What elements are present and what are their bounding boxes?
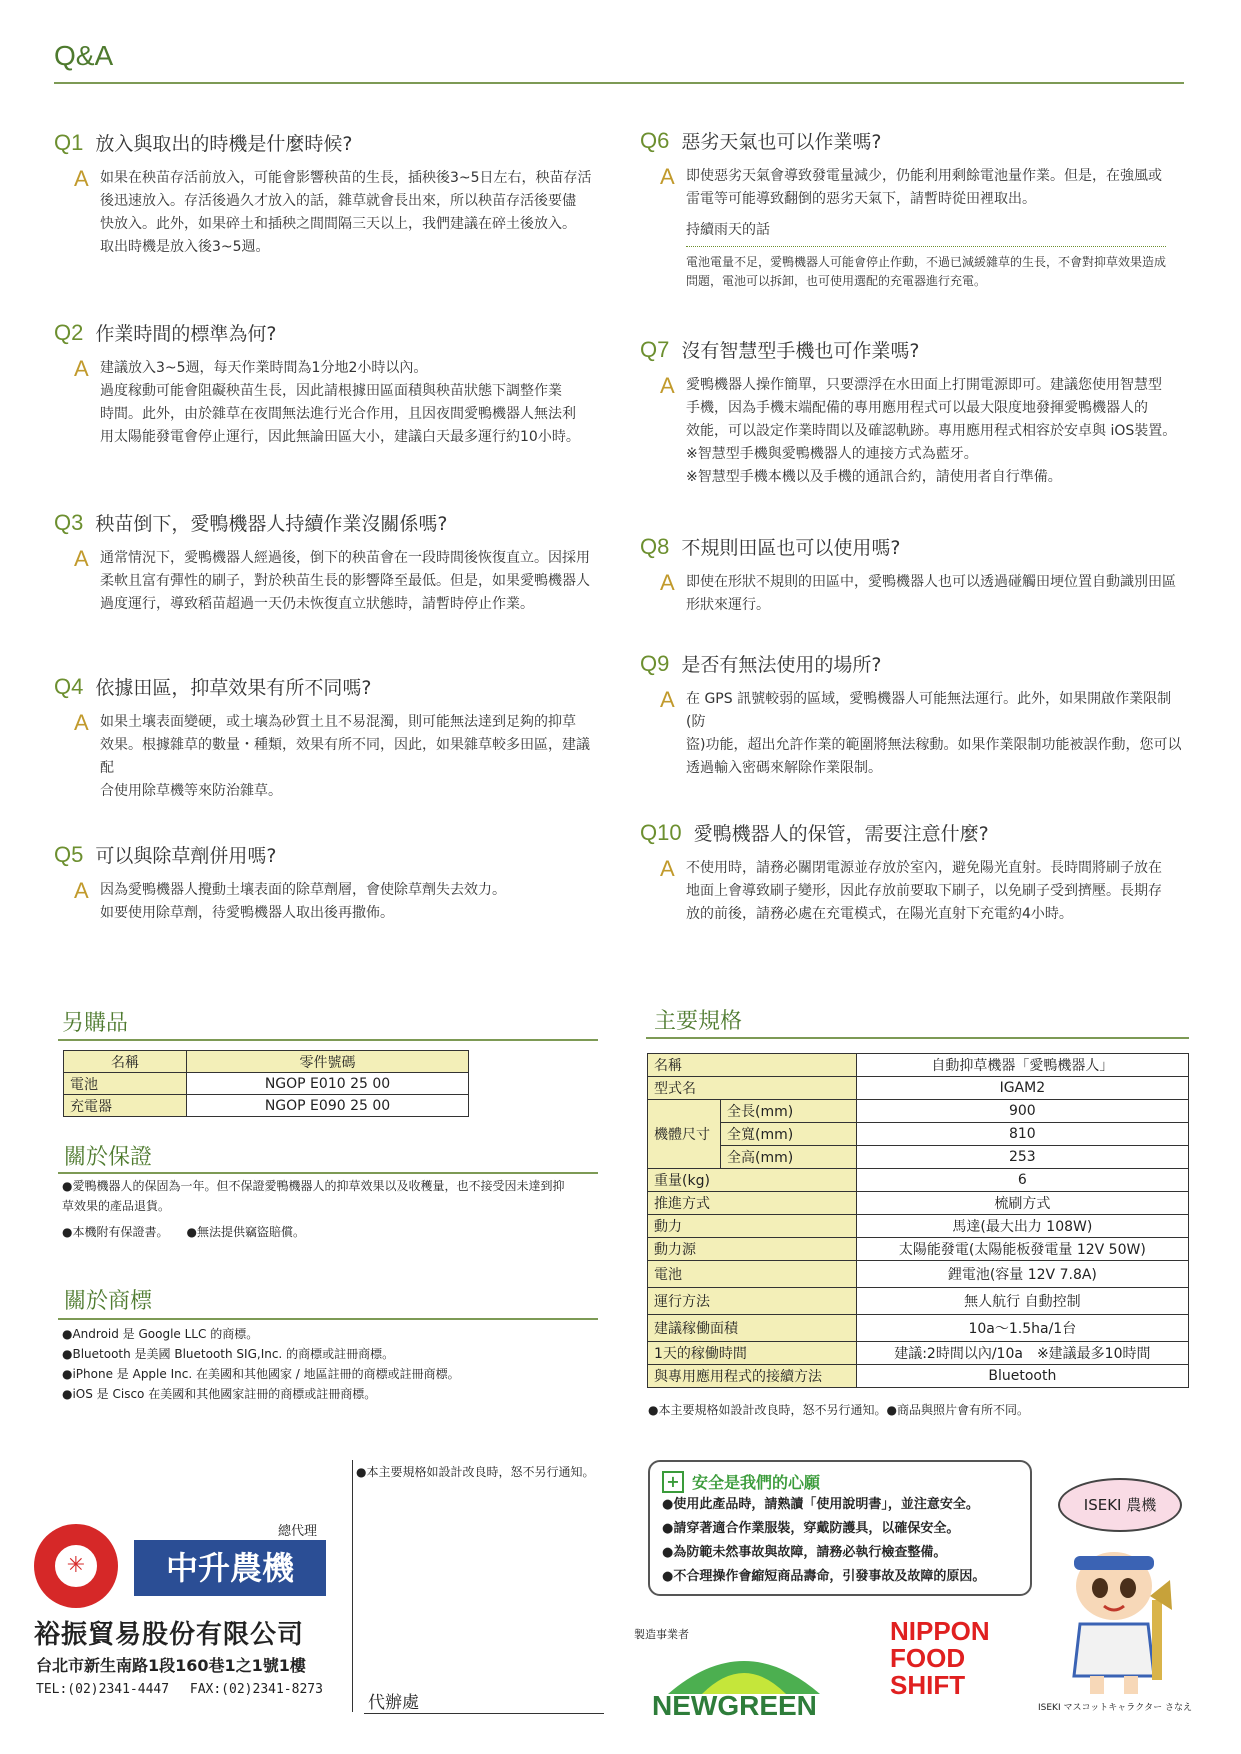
question-text: 不規則田區也可以使用嗎? xyxy=(681,537,901,559)
page-title: Q&A xyxy=(54,40,114,71)
specs-table xyxy=(647,1053,1189,1388)
trademark-text xyxy=(62,1324,607,1404)
table-row xyxy=(648,1215,1189,1238)
spec-label: 機體尺寸 xyxy=(648,1100,721,1169)
question-text: 作業時間的標準為何? xyxy=(95,323,277,345)
maker-name: NEWGREEN xyxy=(652,1690,817,1721)
nfs-line: FOOD xyxy=(890,1643,966,1673)
question-text: 放入與取出的時機是什麼時候? xyxy=(95,133,353,155)
answer-mark: A xyxy=(74,166,89,191)
spec-label: 建議稼働面積 xyxy=(648,1315,857,1342)
answer-line: 形狀來運行。 xyxy=(686,597,770,613)
answer-line: 如果在秧苗存活前放入，可能會影響秧苗的生長，插秧後3~5日左右，秧苗存活 xyxy=(100,170,592,186)
spec-label: 運行方法 xyxy=(648,1288,857,1315)
answer-text xyxy=(100,547,590,616)
table-row xyxy=(648,1192,1189,1215)
qa-item xyxy=(54,320,594,449)
company-contact: TEL:(02)2341-4447 FAX:(02)2341-8273 xyxy=(36,1682,323,1697)
parts-header-name: 名稱 xyxy=(64,1051,187,1073)
spec-label: 與專用應用程式的接續方法 xyxy=(648,1365,857,1388)
spec-value: 6 xyxy=(856,1169,1188,1192)
spec-value: 建議:2時間以內/10a ※建議最多10時間 xyxy=(856,1342,1188,1365)
spec-sublabel: 全寬(mm) xyxy=(721,1123,857,1146)
spec-value: 自動抑草機器「愛鴨機器人」 xyxy=(856,1054,1188,1077)
answer-mark: A xyxy=(74,710,89,735)
answer-mark: A xyxy=(74,878,89,903)
answer-line: 如要使用除草劑，待愛鴨機器人取出後再撒佈。 xyxy=(100,905,394,921)
nfs-line: SHIFT xyxy=(890,1670,966,1700)
brand-name: 中升農機 xyxy=(134,1540,326,1596)
question-text: 惡劣天氣也可以作業嗎? xyxy=(681,131,882,153)
question-number: Q8 xyxy=(640,534,670,559)
qa-item xyxy=(640,820,1185,926)
answer-text xyxy=(686,165,1166,291)
answer-line: 即使惡劣天氣會導致發電量減少，仍能利用剩餘電池量作業。但是，在強風或 xyxy=(686,168,1162,184)
answer-mark: A xyxy=(74,546,89,571)
answer-line: 過度運行，導致稻苗超過一天仍未恢復直立狀態時，請暫時停止作業。 xyxy=(100,596,534,612)
answer-line: 如果土壤表面變硬，或土壤為砂質土且不易混濁，則可能無法達到足夠的抑草 xyxy=(100,714,576,730)
answer-line: ※智慧型手機與愛鴨機器人的連接方式為藍牙。 xyxy=(686,446,978,462)
answer-line: 過度稼動可能會阻礙秧苗生長，因此請根據田區面積與秧苗狀態下調整作業 xyxy=(100,383,562,399)
answer-line: 快放入。此外，如果碎土和插秧之間間隔三天以上，我們建議在碎土後放入。 xyxy=(100,216,576,232)
agent-label: 總代理 xyxy=(278,1524,318,1539)
answer-line: 手機，因為手機末端配備的專用應用程式可以最大限度地發揮愛鴨機器人的 xyxy=(686,400,1148,416)
answer-line: 愛鴨機器人操作簡單，只要漂浮在水田面上打開電源即可。建議您使用智慧型 xyxy=(686,377,1162,393)
warranty-title: 關於保證 xyxy=(64,1145,153,1170)
answer-line: 時間。此外，由於雜草在夜間無法進行光合作用，且因夜間愛鴨機器人無法利 xyxy=(100,406,576,422)
spec-label: 名稱 xyxy=(648,1054,857,1077)
answer-mark: A xyxy=(660,687,675,712)
footer-divider xyxy=(352,1460,353,1712)
spec-value: 810 xyxy=(856,1123,1188,1146)
subsection-line: 問題，電池可以拆卸，也可使用選配的充電器進行充電。 xyxy=(686,274,987,288)
answer-mark: A xyxy=(660,570,675,595)
company-address: 台北市新生南路1段160巷1之1號1樓 xyxy=(36,1656,306,1675)
table-row xyxy=(648,1261,1189,1288)
company-name: 裕振貿易股份有限公司 xyxy=(34,1620,305,1650)
table-row xyxy=(64,1095,469,1117)
answer-line: 柔軟且富有彈性的刷子，對於秧苗生長的影響降至最低。但是，如果愛鴨機器人 xyxy=(100,573,590,589)
spec-notice: ●本主要規格如設計改良時，怒不另行通知。 xyxy=(356,1465,595,1479)
answer-line: 盜)功能，超出允許作業的範圍將無法稼動。如果作業限制功能被誤作動，您可以 xyxy=(686,737,1182,753)
safety-title: 安全是我們的心願 xyxy=(692,1473,821,1492)
newgreen-logo-icon xyxy=(662,1638,826,1694)
table-row xyxy=(648,1146,1189,1169)
safety-box xyxy=(648,1460,1032,1596)
answer-mark: A xyxy=(74,356,89,381)
table-row xyxy=(648,1315,1189,1342)
spec-sublabel: 全高(mm) xyxy=(721,1146,857,1169)
answer-line: 雷電等可能導致翻倒的惡劣天氣下，請暫時從田裡取出。 xyxy=(686,191,1036,207)
answer-line: ※智慧型手機本機以及手機的通訊合約，請使用者自行準備。 xyxy=(686,469,1062,485)
question-text: 是否有無法使用的場所? xyxy=(681,654,882,676)
trademark-line: ●Bluetooth 是美國 Bluetooth SIG,Inc. 的商標或註冊商標。 xyxy=(62,1347,395,1361)
warranty-divider xyxy=(58,1172,598,1174)
safety-item: ●為防範未然事故與故障，請務必執行檢查整備。 xyxy=(662,1545,947,1560)
qa-item xyxy=(640,534,1185,617)
warranty-text xyxy=(62,1176,607,1242)
answer-text xyxy=(100,879,506,925)
question-text: 可以與除草劑併用嗎? xyxy=(95,845,277,867)
answer-text xyxy=(686,571,1176,617)
table-row xyxy=(648,1077,1189,1100)
trademark-divider xyxy=(58,1318,598,1320)
spec-value: 梳刷方式 xyxy=(856,1192,1188,1215)
part-name: 充電器 xyxy=(64,1095,187,1117)
parts-header-code: 零件號碼 xyxy=(187,1051,469,1073)
subsection-line: 電池電量不足，愛鴨機器人可能會停止作動，不過已減緩雜草的生長，不會對抑草效果造成 xyxy=(686,255,1167,269)
subsection-title: 持續雨天的話 xyxy=(686,219,1166,247)
qa-item xyxy=(54,130,594,259)
answer-line: 不使用時，請務必關閉電源並存放於室內，避免陽光直射。長時間將刷子放在 xyxy=(686,860,1162,876)
answer-text xyxy=(100,357,580,449)
nfs-line: NIPPON xyxy=(890,1616,990,1646)
trademark-line: ●Android 是 Google LLC 的商標。 xyxy=(62,1327,259,1341)
answer-line: 因為愛鴨機器人攪動土壤表面的除草劑層，會使除草劑失去效力。 xyxy=(100,882,506,898)
answer-line: 放的前後，請務必處在充電模式，在陽光直射下充電約4小時。 xyxy=(686,906,1073,922)
qa-item xyxy=(640,651,1185,780)
specs-divider xyxy=(646,1037,1189,1039)
subsection-text xyxy=(686,253,1166,291)
part-code: NGOP E010 25 00 xyxy=(187,1073,469,1095)
answer-line: 效能，可以設定作業時間以及確認軌跡。專用應用程式相容於安卓與 iOS裝置。 xyxy=(686,423,1177,439)
answer-line: 後迅速放入。存活後過久才放入的話，雜草就會長出來，所以秧苗存活後要儘 xyxy=(100,193,576,209)
qa-item xyxy=(54,510,594,616)
table-row xyxy=(648,1123,1189,1146)
question-number: Q4 xyxy=(54,674,84,699)
answer-text xyxy=(686,374,1176,489)
answer-mark: A xyxy=(660,373,675,398)
part-code: NGOP E090 25 00 xyxy=(187,1095,469,1117)
spec-value: Bluetooth xyxy=(856,1365,1188,1388)
question-number: Q10 xyxy=(640,820,682,845)
question-number: Q9 xyxy=(640,651,670,676)
spec-value: 253 xyxy=(856,1146,1188,1169)
header-divider xyxy=(54,82,1184,84)
answer-line: 即使在形狀不規則的田區中，愛鴨機器人也可以透過碰觸田埂位置自動識別田區 xyxy=(686,574,1176,590)
spec-label: 動力 xyxy=(648,1215,857,1238)
table-row xyxy=(648,1100,1189,1123)
parts-divider xyxy=(58,1039,598,1041)
trademark-line: ●iOS 是 Cisco 在美國和其他國家註冊的商標或註冊商標。 xyxy=(62,1387,377,1401)
answer-line: 用太陽能發電會停止運行，因此無論田區大小，建議白天最多運行約10小時。 xyxy=(100,429,580,445)
answer-mark: A xyxy=(660,856,675,881)
answer-line: 效果。根據雜草的數量・種類，效果有所不同，因此，如果雜草較多田區，建議配 xyxy=(100,737,590,776)
qa-item xyxy=(640,337,1185,489)
answer-line: 通常情況下，愛鴨機器人經過後，倒下的秧苗會在一段時間後恢復直立。因採用 xyxy=(100,550,590,566)
table-row xyxy=(648,1238,1189,1261)
spec-label: 電池 xyxy=(648,1261,857,1288)
parts-table xyxy=(63,1050,469,1117)
question-number: Q5 xyxy=(54,842,84,867)
table-row xyxy=(648,1169,1189,1192)
spec-value: 10a〜1.5ha/1台 xyxy=(856,1315,1188,1342)
question-number: Q6 xyxy=(640,128,670,153)
parts-title: 另購品 xyxy=(62,1011,129,1036)
question-number: Q2 xyxy=(54,320,84,345)
office-label: 代辦處 xyxy=(368,1693,419,1713)
question-number: Q1 xyxy=(54,130,84,155)
question-text: 依據田區，抑草效果有所不同嗎? xyxy=(95,677,372,699)
trademark-title: 關於商標 xyxy=(64,1289,153,1314)
mascot-speech-bubble: ISEKI 農機 xyxy=(1058,1478,1182,1532)
qa-item xyxy=(54,842,594,925)
warranty-line: ●愛鴨機器人的保固為一年。但不保證愛鴨機器人的抑草效果以及收穫量，也不接受因未達到抑 xyxy=(62,1179,565,1193)
warranty-line: ●本機附有保證書。 ●無法提供竊盜賠償。 xyxy=(62,1225,305,1239)
mascot-icon xyxy=(1040,1540,1188,1700)
specs-note: ●本主要規格如設計改良時，怒不另行通知。●商品與照片會有所不同。 xyxy=(648,1403,1029,1417)
answer-text xyxy=(686,688,1185,780)
trademark-line: ●iPhone 是 Apple Inc. 在美國和其他國家 / 地區註冊的商標或註冊商標。 xyxy=(62,1367,460,1381)
company-logo-mark-icon: ✳ xyxy=(52,1542,100,1590)
table-row xyxy=(648,1342,1189,1365)
question-text: 秧苗倒下，愛鴨機器人持續作業沒關係嗎? xyxy=(95,513,448,535)
specs-title: 主要規格 xyxy=(654,1009,743,1034)
safety-item: ●請穿著適合作業服裝，穿戴防護具，以確保安全。 xyxy=(662,1521,960,1536)
qa-item xyxy=(640,128,1185,291)
spec-value: 馬達(最大出力 108W) xyxy=(856,1215,1188,1238)
nippon-food-shift-logo xyxy=(890,1618,990,1699)
answer-line: 地面上會導致刷子變形，因此存放前要取下刷子，以免刷子受到擠壓。長期存 xyxy=(686,883,1162,899)
question-text: 愛鴨機器人的保管，需要注意什麼? xyxy=(693,823,989,845)
table-row xyxy=(648,1054,1189,1077)
part-name: 電池 xyxy=(64,1073,187,1095)
spec-value: 900 xyxy=(856,1100,1188,1123)
plus-icon: + xyxy=(662,1471,684,1493)
maker-label: 製造事業者 xyxy=(634,1628,689,1641)
spec-label: 動力源 xyxy=(648,1238,857,1261)
table-row xyxy=(648,1365,1189,1388)
answer-text xyxy=(100,711,594,803)
spec-label: 重量(kg) xyxy=(648,1169,857,1192)
spec-label: 型式名 xyxy=(648,1077,857,1100)
answer-line: 在 GPS 訊號較弱的區域，愛鴨機器人可能無法運行。此外，如果開啟作業限制(防 xyxy=(686,691,1172,730)
safety-item: ●不合理操作會縮短商品壽命，引發事故及故障的原因。 xyxy=(662,1569,986,1584)
spec-value: 無人航行 自動控制 xyxy=(856,1288,1188,1315)
question-number: Q3 xyxy=(54,510,84,535)
spec-value: 太陽能發電(太陽能板發電量 12V 50W) xyxy=(856,1238,1188,1261)
answer-text xyxy=(686,857,1162,926)
office-underline xyxy=(364,1713,604,1714)
answer-line: 建議放入3~5週，每天作業時間為1分地2小時以內。 xyxy=(100,360,428,376)
answer-line: 合使用除草機等來防治雜草。 xyxy=(100,783,282,799)
answer-line: 取出時機是放入後3~5週。 xyxy=(100,239,270,255)
safety-item: ●使用此產品時，請熟讀「使用說明書」，並注意安全。 xyxy=(662,1497,979,1512)
spec-value: 鋰電池(容量 12V 7.8A) xyxy=(856,1261,1188,1288)
table-row xyxy=(64,1073,469,1095)
qa-item xyxy=(54,674,594,803)
question-number: Q7 xyxy=(640,337,670,362)
warranty-line: 草效果的產品退貨。 xyxy=(62,1199,171,1213)
answer-mark: A xyxy=(660,164,675,189)
mascot-caption: ISEKI マスコットキャラクター さなえ xyxy=(1038,1703,1192,1713)
table-row xyxy=(648,1288,1189,1315)
spec-label: 1天的稼働時間 xyxy=(648,1342,857,1365)
spec-sublabel: 全長(mm) xyxy=(721,1100,857,1123)
spec-label: 推進方式 xyxy=(648,1192,857,1215)
answer-line: 透過輸入密碼來解除作業限制。 xyxy=(686,760,882,776)
answer-text xyxy=(100,167,592,259)
question-text: 沒有智慧型手機也可作業嗎? xyxy=(681,340,920,362)
spec-value: IGAM2 xyxy=(856,1077,1188,1100)
